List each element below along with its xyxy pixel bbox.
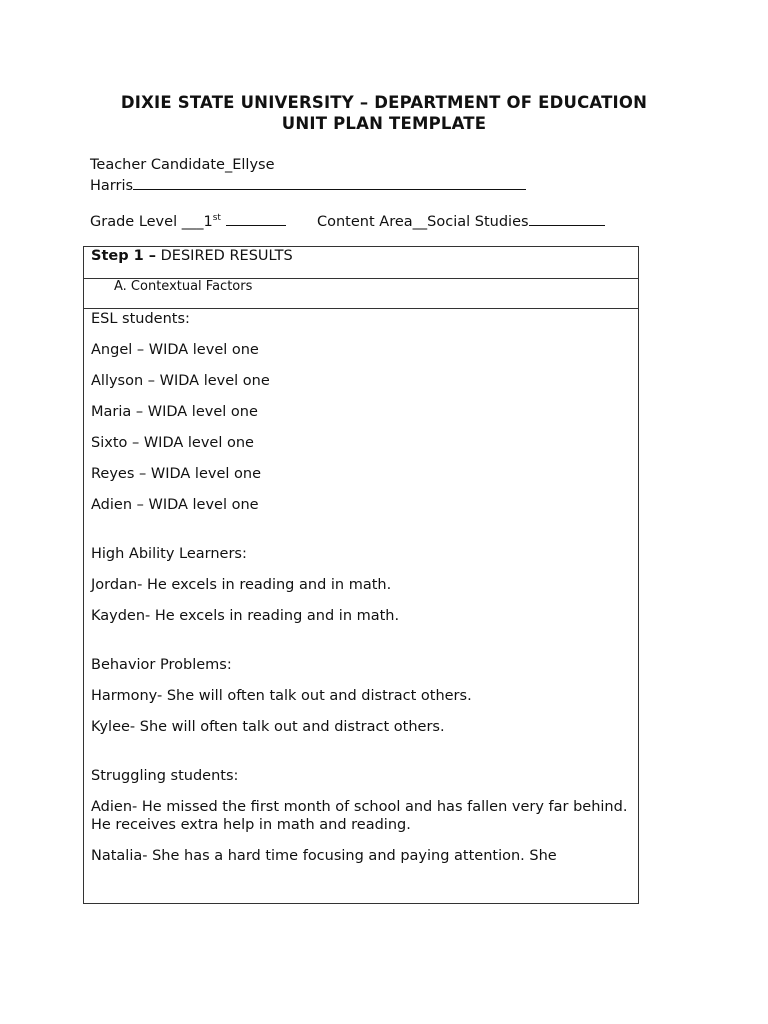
contextual-factors-content [84,310,638,865]
student-entry: Angel – WIDA level one [91,342,259,358]
teacher-underline [133,175,526,190]
contextual-factors-header: A. Contextual Factors [84,279,638,309]
unit-plan-table [83,246,639,904]
content-label: Content Area__ [317,214,428,230]
grade-label: Grade Level ___ [90,214,204,230]
group-heading: ESL students: [91,311,190,327]
content-area-line [317,211,605,230]
group-spacer [91,638,630,656]
group-spacer [91,527,630,545]
step-title: DESIRED RESULTS [160,248,293,264]
student-entry: Adien- He missed the first month of school and has fallen very far behind. He receives extra help in math and reading. [91,799,628,833]
group-heading: Struggling students: [91,768,239,784]
student-entry: Maria – WIDA level one [91,404,258,420]
content-underline [529,211,605,226]
student-entry: Reyes – WIDA level one [91,466,261,482]
grade-suffix: st [212,213,221,223]
document-subtitle: UNIT PLAN TEMPLATE [281,114,487,133]
teacher-candidate-line-2 [90,175,526,194]
student-entry: Sixto – WIDA level one [91,435,254,451]
student-entry: Natalia- She has a hard time focusing and paying attention. She [91,848,557,864]
teacher-label: Teacher Candidate [90,157,225,173]
teacher-value-first: _Ellyse [224,157,275,173]
teacher-candidate-line [90,157,275,173]
group-spacer [91,749,630,767]
group-heading: High Ability Learners: [91,546,247,562]
step-1-header [84,247,638,279]
grade-value: 1 [203,214,213,230]
student-entry: Allyson – WIDA level one [91,373,270,389]
group-heading: Behavior Problems: [91,657,232,673]
step-label: Step 1 – [91,248,157,264]
student-entry: Kayden- He excels in reading and in math. [91,608,400,624]
student-entry: Adien – WIDA level one [91,497,259,513]
student-entry: Kylee- She will often talk out and distract others. [91,719,445,735]
grade-underline [226,211,286,226]
teacher-value-last: Harris [90,178,134,194]
student-entry: Jordan- He excels in reading and in math. [91,577,392,593]
content-value: Social Studies [427,214,529,230]
document-title: DIXIE STATE UNIVERSITY – DEPARTMENT OF EDUCATION [120,93,648,112]
grade-level-line [90,211,286,230]
student-entry: Harmony- She will often talk out and distract others. [91,688,472,704]
